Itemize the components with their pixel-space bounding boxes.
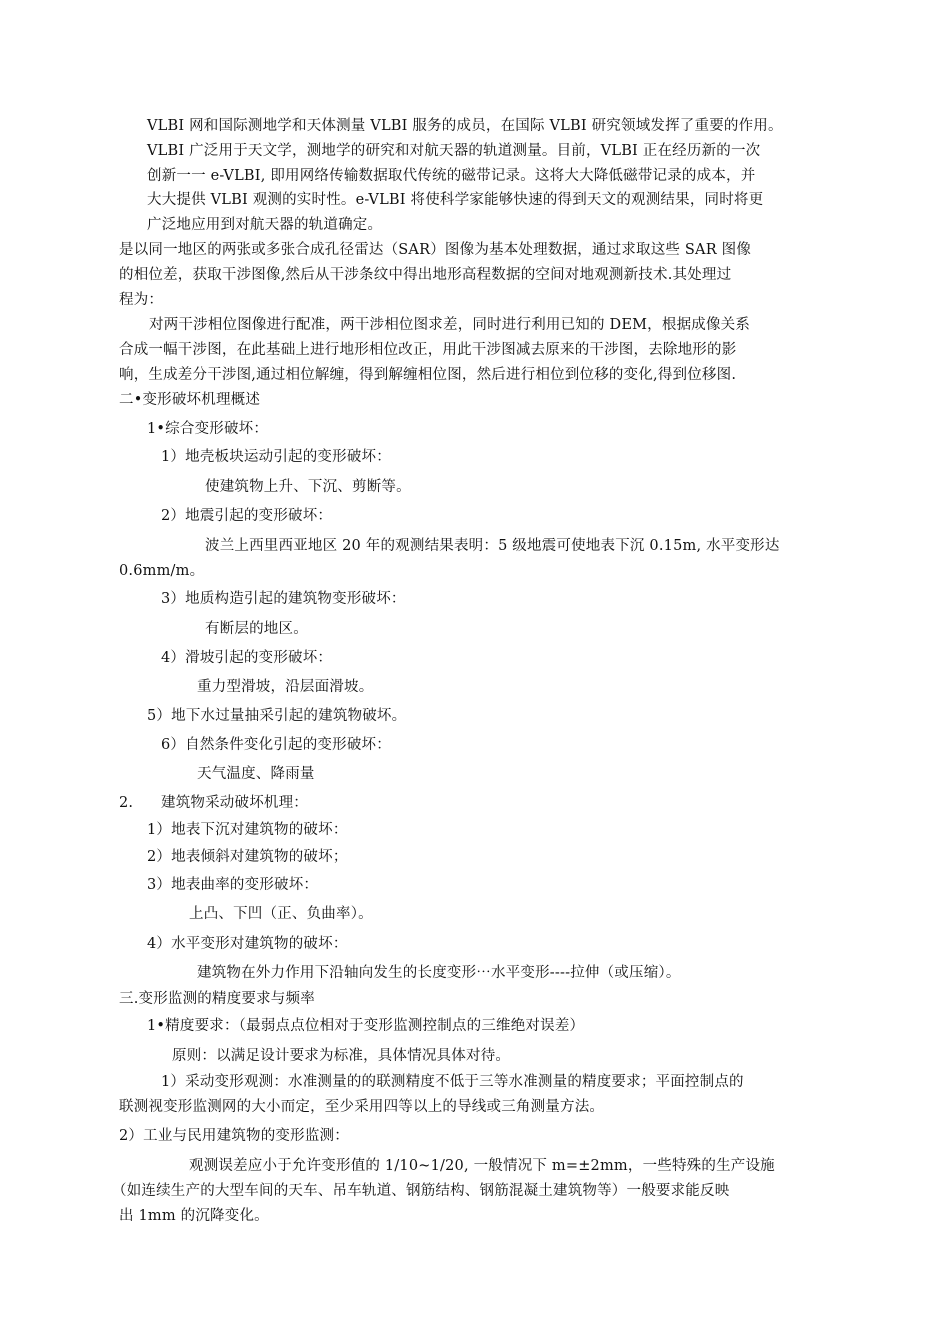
text-line: 联测视变形监测网的大小而定，至少采用四等以上的导线或三角测量方法。 — [119, 1099, 605, 1115]
text-line: 创新一一 e-VLBI, 即用网络传输数据取代传统的磁带记录。这将大大降低磁带记录的成本，并 — [147, 168, 756, 184]
text-line: 广泛地应用到对航天器的轨道确定。 — [147, 217, 383, 233]
text-line: 0.6mm/m。 — [119, 563, 205, 579]
list-item: 4）水平变形对建筑物的破坏： — [147, 936, 348, 952]
list-item: 3）地质构造引起的建筑物变形破坏： — [161, 591, 406, 607]
text-line: 重力型滑坡，沿层面滑坡。 — [197, 679, 374, 695]
list-item: 1）地表下沉对建筑物的破坏： — [147, 822, 348, 838]
text-line: VLBI 网和国际测地学和天体测量 VLBI 服务的成员，在国际 VLBI 研究领域发挥了重要的作用。 — [147, 118, 783, 134]
text-line: 1）采动变形观测：水准测量的的联测精度不低于三等水准测量的精度要求；平面控制点的 — [161, 1074, 744, 1090]
list-item: 2）地震引起的变形破坏： — [161, 508, 333, 524]
subsection-heading: 1•精度要求：（最弱点点位相对于变形监测控制点的三维绝对误差） — [147, 1018, 585, 1034]
text-line: 原则：以满足设计要求为标准，具体情况具体对待。 — [172, 1048, 511, 1064]
list-item: 2）地表倾斜对建筑物的破坏； — [147, 849, 348, 865]
text-line: 天气温度、降雨量 — [197, 766, 315, 782]
text-line: （如连续生产的大型车间的天车、吊车轨道、钢筋结构、钢筋混凝土建筑物等）一般要求能反映 — [112, 1183, 730, 1199]
list-item: 1）地壳板块运动引起的变形破坏： — [161, 449, 391, 465]
text-line: 建筑物在外力作用下沿轴向发生的长度变形⋯水平变形----拉伸（或压缩）。 — [197, 965, 681, 981]
text-line: 对两干涉相位图像进行配准，两干涉相位图求差，同时进行利用已知的 DEM，根据成像关系 — [149, 317, 751, 333]
text-line: 观测误差应小于允许变形值的 1/10~1/20, 一般情况下 m=±2mm，一些特殊的生产设施 — [189, 1158, 775, 1174]
text-line: 大大提供 VLBI 观测的实时性。e-VLBI 将使科学家能够快速的得到天文的观测结果，同时将更 — [147, 192, 764, 208]
list-item: 2）工业与民用建筑物的变形监测： — [119, 1128, 349, 1144]
section-heading: 三.变形监测的精度要求与频率 — [119, 991, 315, 1007]
subsection-number: 2. — [119, 795, 134, 811]
subsection-heading: 1•综合变形破坏： — [147, 421, 269, 437]
list-item: 3）地表曲率的变形破坏： — [147, 877, 319, 893]
subsection-heading: 建筑物采动破坏机理： — [161, 795, 308, 811]
text-line: 是以同一地区的两张或多张合成孔径雷达（SAR）图像为基本处理数据，通过求取这些 SAR 图像 — [119, 242, 752, 258]
text-line: 出 1mm 的沉降变化。 — [119, 1208, 269, 1224]
text-line: 使建筑物上升、下沉、剪断等。 — [205, 479, 411, 495]
text-line: 上凸、下凹（正、负曲率）。 — [189, 906, 373, 922]
text-line: VLBI 广泛用于天文学，测地学的研究和对航天器的轨道测量。目前，VLBI 正在经历新的一次 — [147, 143, 761, 159]
text-line: 合成一幅干涉图，在此基础上进行地形相位改正，用此干涉图减去原来的干涉图，去除地形的影 — [119, 342, 737, 358]
list-item: 5）地下水过量抽采引起的建筑物破坏。 — [147, 708, 407, 724]
text-line: 程为： — [119, 292, 164, 308]
section-heading: 二•变形破坏机理概述 — [119, 392, 261, 408]
text-line: 的相位差，获取干涉图像,然后从干涉条纹中得出地形高程数据的空间对地观测新技术.其处理过 — [119, 267, 732, 283]
text-line: 响，生成差分干涉图,通过相位解缠，得到解缠相位图，然后进行相位到位移的变化,得到位移图. — [119, 367, 737, 383]
list-item: 4）滑坡引起的变形破坏： — [161, 650, 333, 666]
list-item: 6）自然条件变化引起的变形破坏： — [161, 737, 391, 753]
text-line: 有断层的地区。 — [205, 621, 308, 637]
text-line: 波兰上西里西亚地区 20 年的观测结果表明：5 级地震可使地表下沉 0.15m, 水平变形达 — [205, 538, 780, 554]
